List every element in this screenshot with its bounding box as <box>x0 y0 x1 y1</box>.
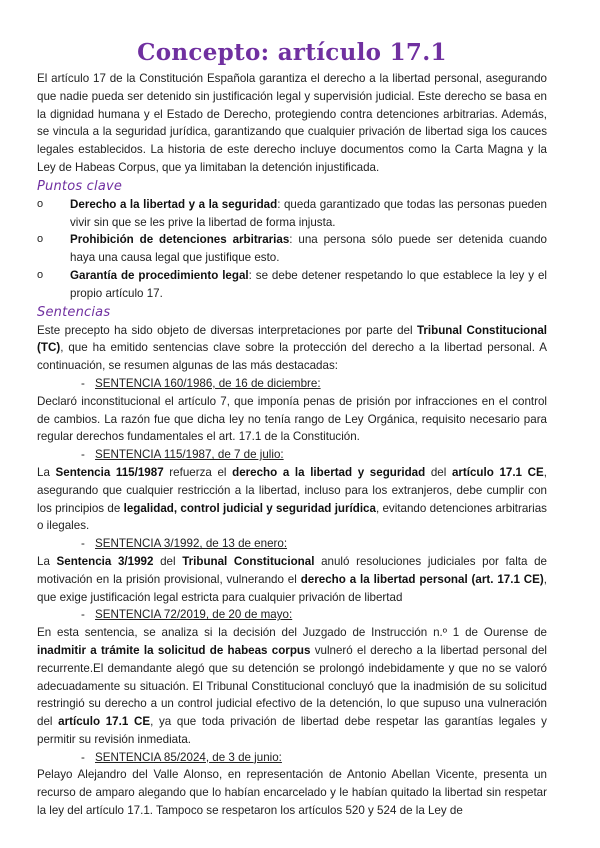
text-run: anuló resoluciones judiciales por falta de motivación en la prisión provisional, vulnerando el <box>37 554 547 586</box>
text-run: , asegurando que cualquier restricción a la libertad, incluso para los extranjeros, debe cumplir con los principios de <box>37 465 547 515</box>
list-item-text <box>70 233 547 264</box>
list-item <box>37 196 547 232</box>
sentencia-heading <box>37 446 547 464</box>
text-run: Este precepto ha sido objeto de diversas interpretaciones por parte del <box>37 323 417 337</box>
bold-text-run: Prohibición de detenciones arbitrarias <box>70 233 290 247</box>
bullet-icon: o <box>37 197 44 210</box>
sentencia-title: SENTENCIA 115/1987, de 7 de julio: <box>95 448 284 462</box>
sentencia-body <box>37 624 547 749</box>
text-run: refuerza el <box>163 465 233 479</box>
list-item-text <box>70 198 547 229</box>
text-run: : queda garantizado que todas las personas pueden vivir sin que se les prive la libertad de forma injusta. <box>70 197 547 229</box>
text-run: , evitando detenciones arbitrarias o ilegales. <box>37 501 547 533</box>
bold-text-run: legalidad, control judicial y seguridad jurídica <box>123 501 376 515</box>
text-run: : se debe detener respetando lo que establece la ley y el propio artículo 17. <box>70 268 547 300</box>
document-page <box>37 38 547 820</box>
bold-text-run: derecho a la libertad y seguridad <box>232 465 426 479</box>
list-item-text <box>70 269 547 300</box>
sentencia-title: SENTENCIA 160/1986, de 16 de diciembre: <box>95 376 321 390</box>
text-run: Pelayo Alejandro del Valle Alonso, en representación de Antonio Abellan Vicente, presenta un recurso de amparo alegando que lo habían encarcelado y le habían quitado la libertad sin respetar la ley del artículo 17.1. Tampoco se respetaron los artículos 520 y 524 de la Ley de <box>37 768 547 818</box>
text-run: El artículo 17 de la Constitución Española garantiza el derecho a la libertad personal, asegurando que nadie pueda ser detenido sin justificación legal y supervisión judicial. Este derecho se basa en la dignidad humana y el Estado de Derecho, protegiendo contra detenciones arbitrarias. Además, se vincula a la seguridad jurídica, garantizando que cualquier privación de libertad siga los cauces legales establecidos. La historia de este derecho incluye documentos como la Carta Magna y la Ley de Habeas Corpus, que ya limitaban la detención injustificada. <box>37 72 547 174</box>
intro-paragraph <box>37 70 547 177</box>
text-run: vulneró el derecho a la libertad personal del recurrente.El demandante alegó que su detención se prolongó indebidamente y que no se valoró adecuadamente su situación. El Tribunal Constitucional concluyó que la inadmisión de su solicitud restringió su derecho a un control judicial efectivo de la detención, lo que supuso una vulneración del <box>37 643 547 729</box>
bold-text-run: inadmitir a trámite la solicitud de habeas corpus <box>37 643 311 657</box>
sentencia-heading <box>37 749 547 767</box>
bold-text-run: Sentencia 115/1987 <box>55 465 164 479</box>
text-run: La <box>37 465 56 479</box>
bullet-icon: o <box>37 233 44 246</box>
puntos-clave-list <box>37 196 547 303</box>
text-run: La <box>37 554 57 568</box>
dash-icon: - <box>81 537 85 551</box>
text-run: , que ha emitido sentencias clave sobre la protección del derecho a la libertad personal. A continuación, se resumen algunas de las más destacadas: <box>37 341 547 373</box>
list-item <box>37 231 547 267</box>
bold-text-run: Tribunal Constitucional (TC) <box>37 323 547 355</box>
bold-text-run: derecho a la libertad personal (art. 17.1 CE) <box>300 572 544 586</box>
text-run: , que exige justificación legal estricta para cualquier privación de libertad <box>37 572 547 604</box>
sentencia-title: SENTENCIA 3/1992, de 13 de enero: <box>95 537 288 551</box>
bold-text-run: artículo 17.1 CE <box>451 465 544 479</box>
list-item <box>37 267 547 303</box>
dash-icon: - <box>81 608 85 622</box>
bold-text-run: Derecho a la libertad y a la seguridad <box>70 197 278 211</box>
text-run: del <box>153 554 183 568</box>
sentencia-heading <box>37 535 547 553</box>
page-title: Concepto: artículo 17.1 <box>137 39 447 66</box>
sentencia-body <box>37 766 547 819</box>
puntos-clave-heading: Puntos clave <box>37 178 123 194</box>
text-run: : una persona sólo puede ser detenida cuando haya una causa legal que justifique esto. <box>70 233 547 265</box>
text-run: del <box>425 465 452 479</box>
dash-icon: - <box>81 448 85 462</box>
bold-text-run: artículo 17.1 CE <box>58 715 151 729</box>
dash-icon: - <box>81 376 85 390</box>
text-run: Declaró inconstitucional el artículo 7, que imponía penas de prisión por infracciones en el control de cambios. La razón fue que dicha ley no tenía rango de Ley Orgánica, requisito necesario para regular derechos fundamentales el art. 17.1 de la Constitución. <box>37 394 547 444</box>
sentencia-body <box>37 393 547 446</box>
sentencia-body <box>37 553 547 606</box>
sentencia-title: SENTENCIA 85/2024, de 3 de junio: <box>95 750 282 764</box>
bold-text-run: Garantía de procedimiento legal <box>70 268 249 282</box>
text-run: En esta sentencia, se analiza si la decisión del Juzgado de Instrucción n.º 1 de Ourense de <box>37 626 547 640</box>
sentencia-heading <box>37 375 547 393</box>
sentencia-body <box>37 464 547 535</box>
sentencia-heading <box>37 606 547 624</box>
bullet-icon: o <box>37 268 44 281</box>
sentencias-heading: Sentencias <box>37 304 111 320</box>
dash-icon: - <box>81 750 85 764</box>
text-run: , ya que toda privación de libertad debe respetar las garantías legales y permitir su revisión inmediata. <box>37 715 547 746</box>
bold-text-run: Tribunal Constitucional <box>182 554 315 568</box>
sentencia-title: SENTENCIA 72/2019, de 20 de mayo: <box>95 608 293 622</box>
bold-text-run: Sentencia 3/1992 <box>56 554 154 568</box>
sentencias-intro <box>37 322 547 375</box>
